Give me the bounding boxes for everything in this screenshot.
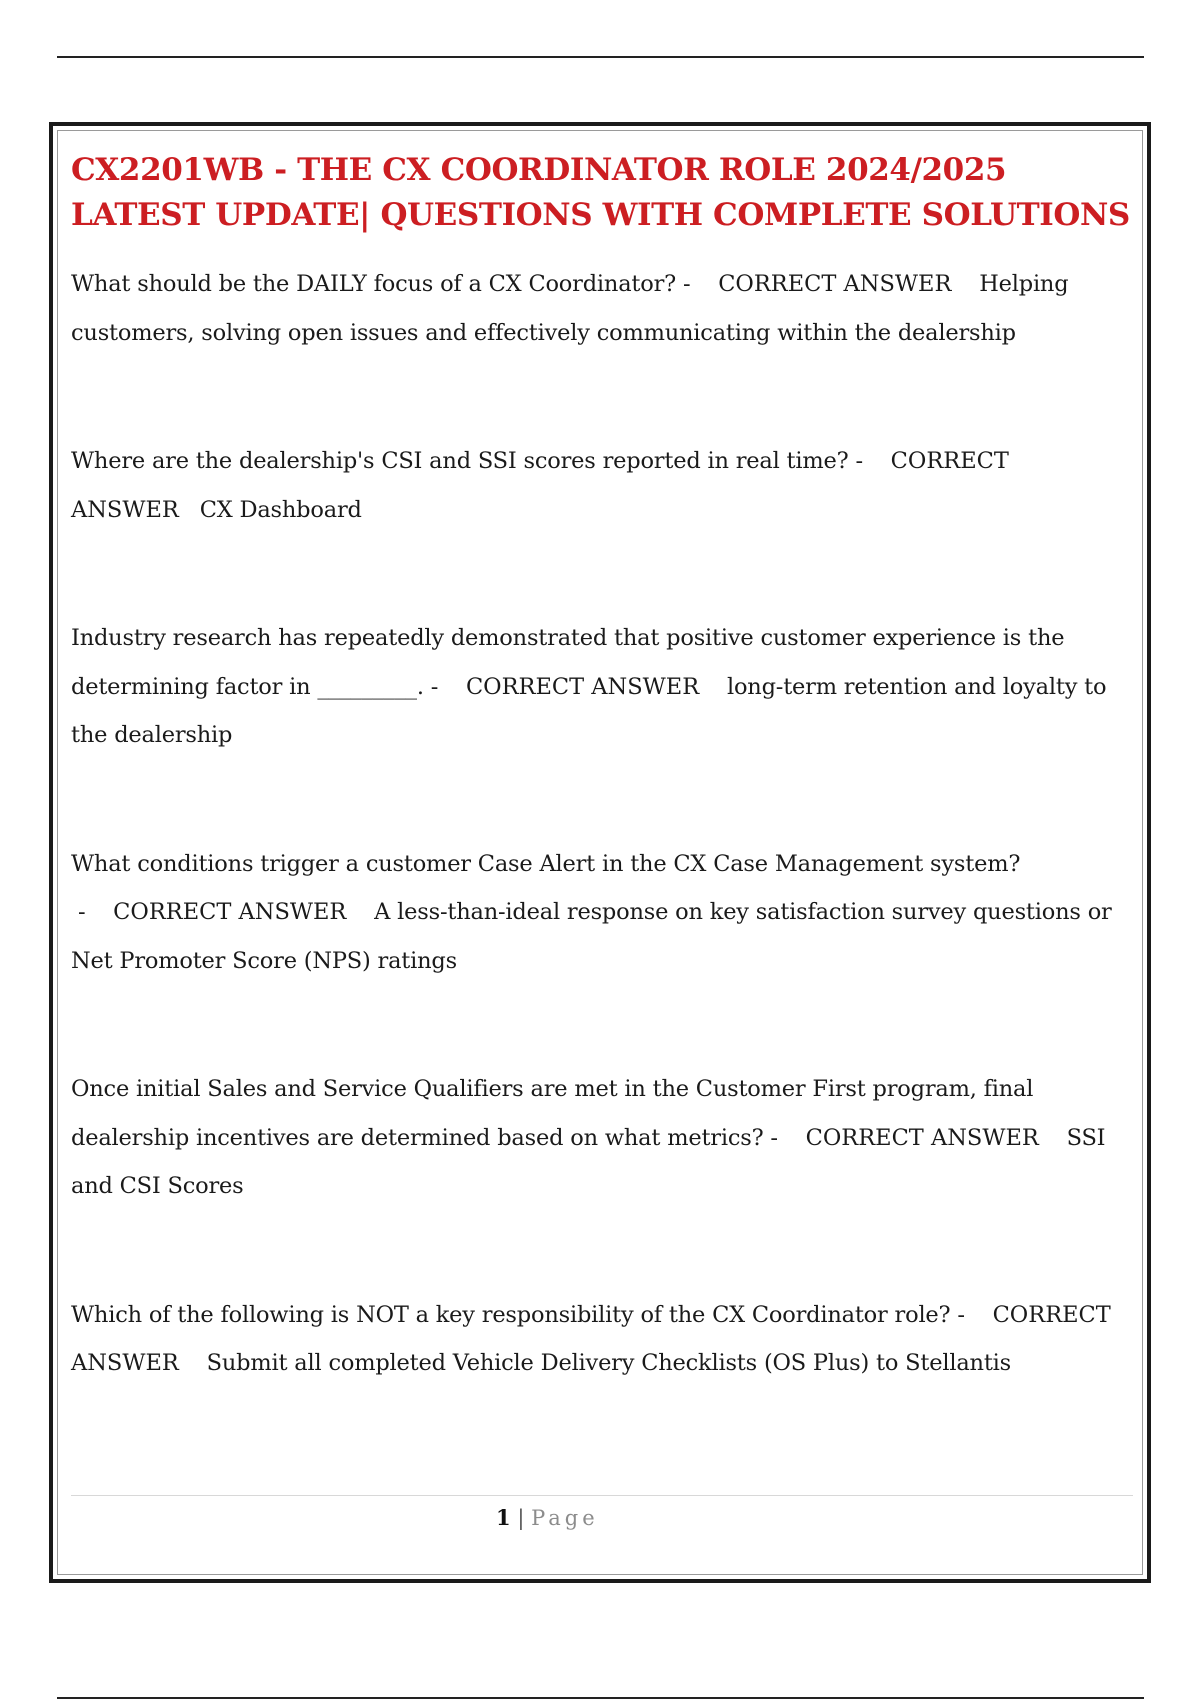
question-text: Industry research has repeatedly demonstrated that positive customer experience is the determining factor in _________. [71,625,1065,700]
page-label: Page [531,1506,599,1530]
separator: - [71,899,93,925]
answer-text: CX Dashboard [199,496,362,523]
separator: - [423,673,446,700]
question-text: What conditions trigger a customer Case Alert in the CX Case Management system? [71,850,1021,877]
answer-text: Submit all completed Vehicle Delivery Checklists (OS Plus) to Stellantis [206,1350,1012,1376]
answer-label: CORRECT ANSWER [113,899,347,925]
answer-text: long-term retention and loyalty to the dealership [71,673,1107,748]
separator: - [763,1124,785,1151]
qa-item-2 [71,437,1131,534]
question-text: Which of the following is NOT a key responsibility of the CX Coordinator role? [71,1301,951,1328]
separator: - [848,448,870,474]
document-title: CX2201WB - THE CX COORDINATOR ROLE 2024/2025 LATEST UPDATE| QUESTIONS WITH COMPLETE SOLUTIONS [71,152,1130,233]
question-text: Where are the dealership's CSI and SSI scores reported in real time? [71,448,849,474]
answer-text: A less-than-ideal response on key satisfaction survey questions or Net Promoter Score (NPS) ratings [71,899,1112,974]
separator: - [950,1301,972,1328]
qa-item-5 [71,1065,1131,1211]
qa-item-6 [71,1291,1131,1388]
answer-label: CORRECT ANSWER [805,1124,1039,1151]
header-rule [57,56,1144,58]
question-text: Once initial Sales and Service Qualifiers are met in the Customer First program, final dealership incentives are determined based on what metrics? [71,1076,1034,1151]
footer-rule [71,1495,1133,1496]
answer-label: CORRECT ANSWER [71,1301,1111,1376]
page-indicator [496,1504,599,1532]
qa-item-4 [71,840,1131,986]
page-divider: | [517,1506,525,1530]
answer-label: CORRECT ANSWER [465,673,700,700]
qa-item-1 [71,260,1131,357]
question-text: What should be the DAILY focus of a CX Coordinator? [71,271,677,297]
page-frame [49,122,1151,1583]
separator: - [676,271,698,297]
footer-page-rule [57,1697,1144,1699]
answer-text: SSI and CSI Scores [71,1124,1106,1199]
qa-item-3 [71,614,1131,760]
answer-label: CORRECT ANSWER [718,271,952,297]
page-number: 1 [496,1505,511,1530]
page-content [71,148,1131,1388]
answer-text: Helping customers, solving open issues and effectively communicating within the dealership [71,271,1069,346]
answer-label: CORRECT ANSWER [71,448,1009,523]
